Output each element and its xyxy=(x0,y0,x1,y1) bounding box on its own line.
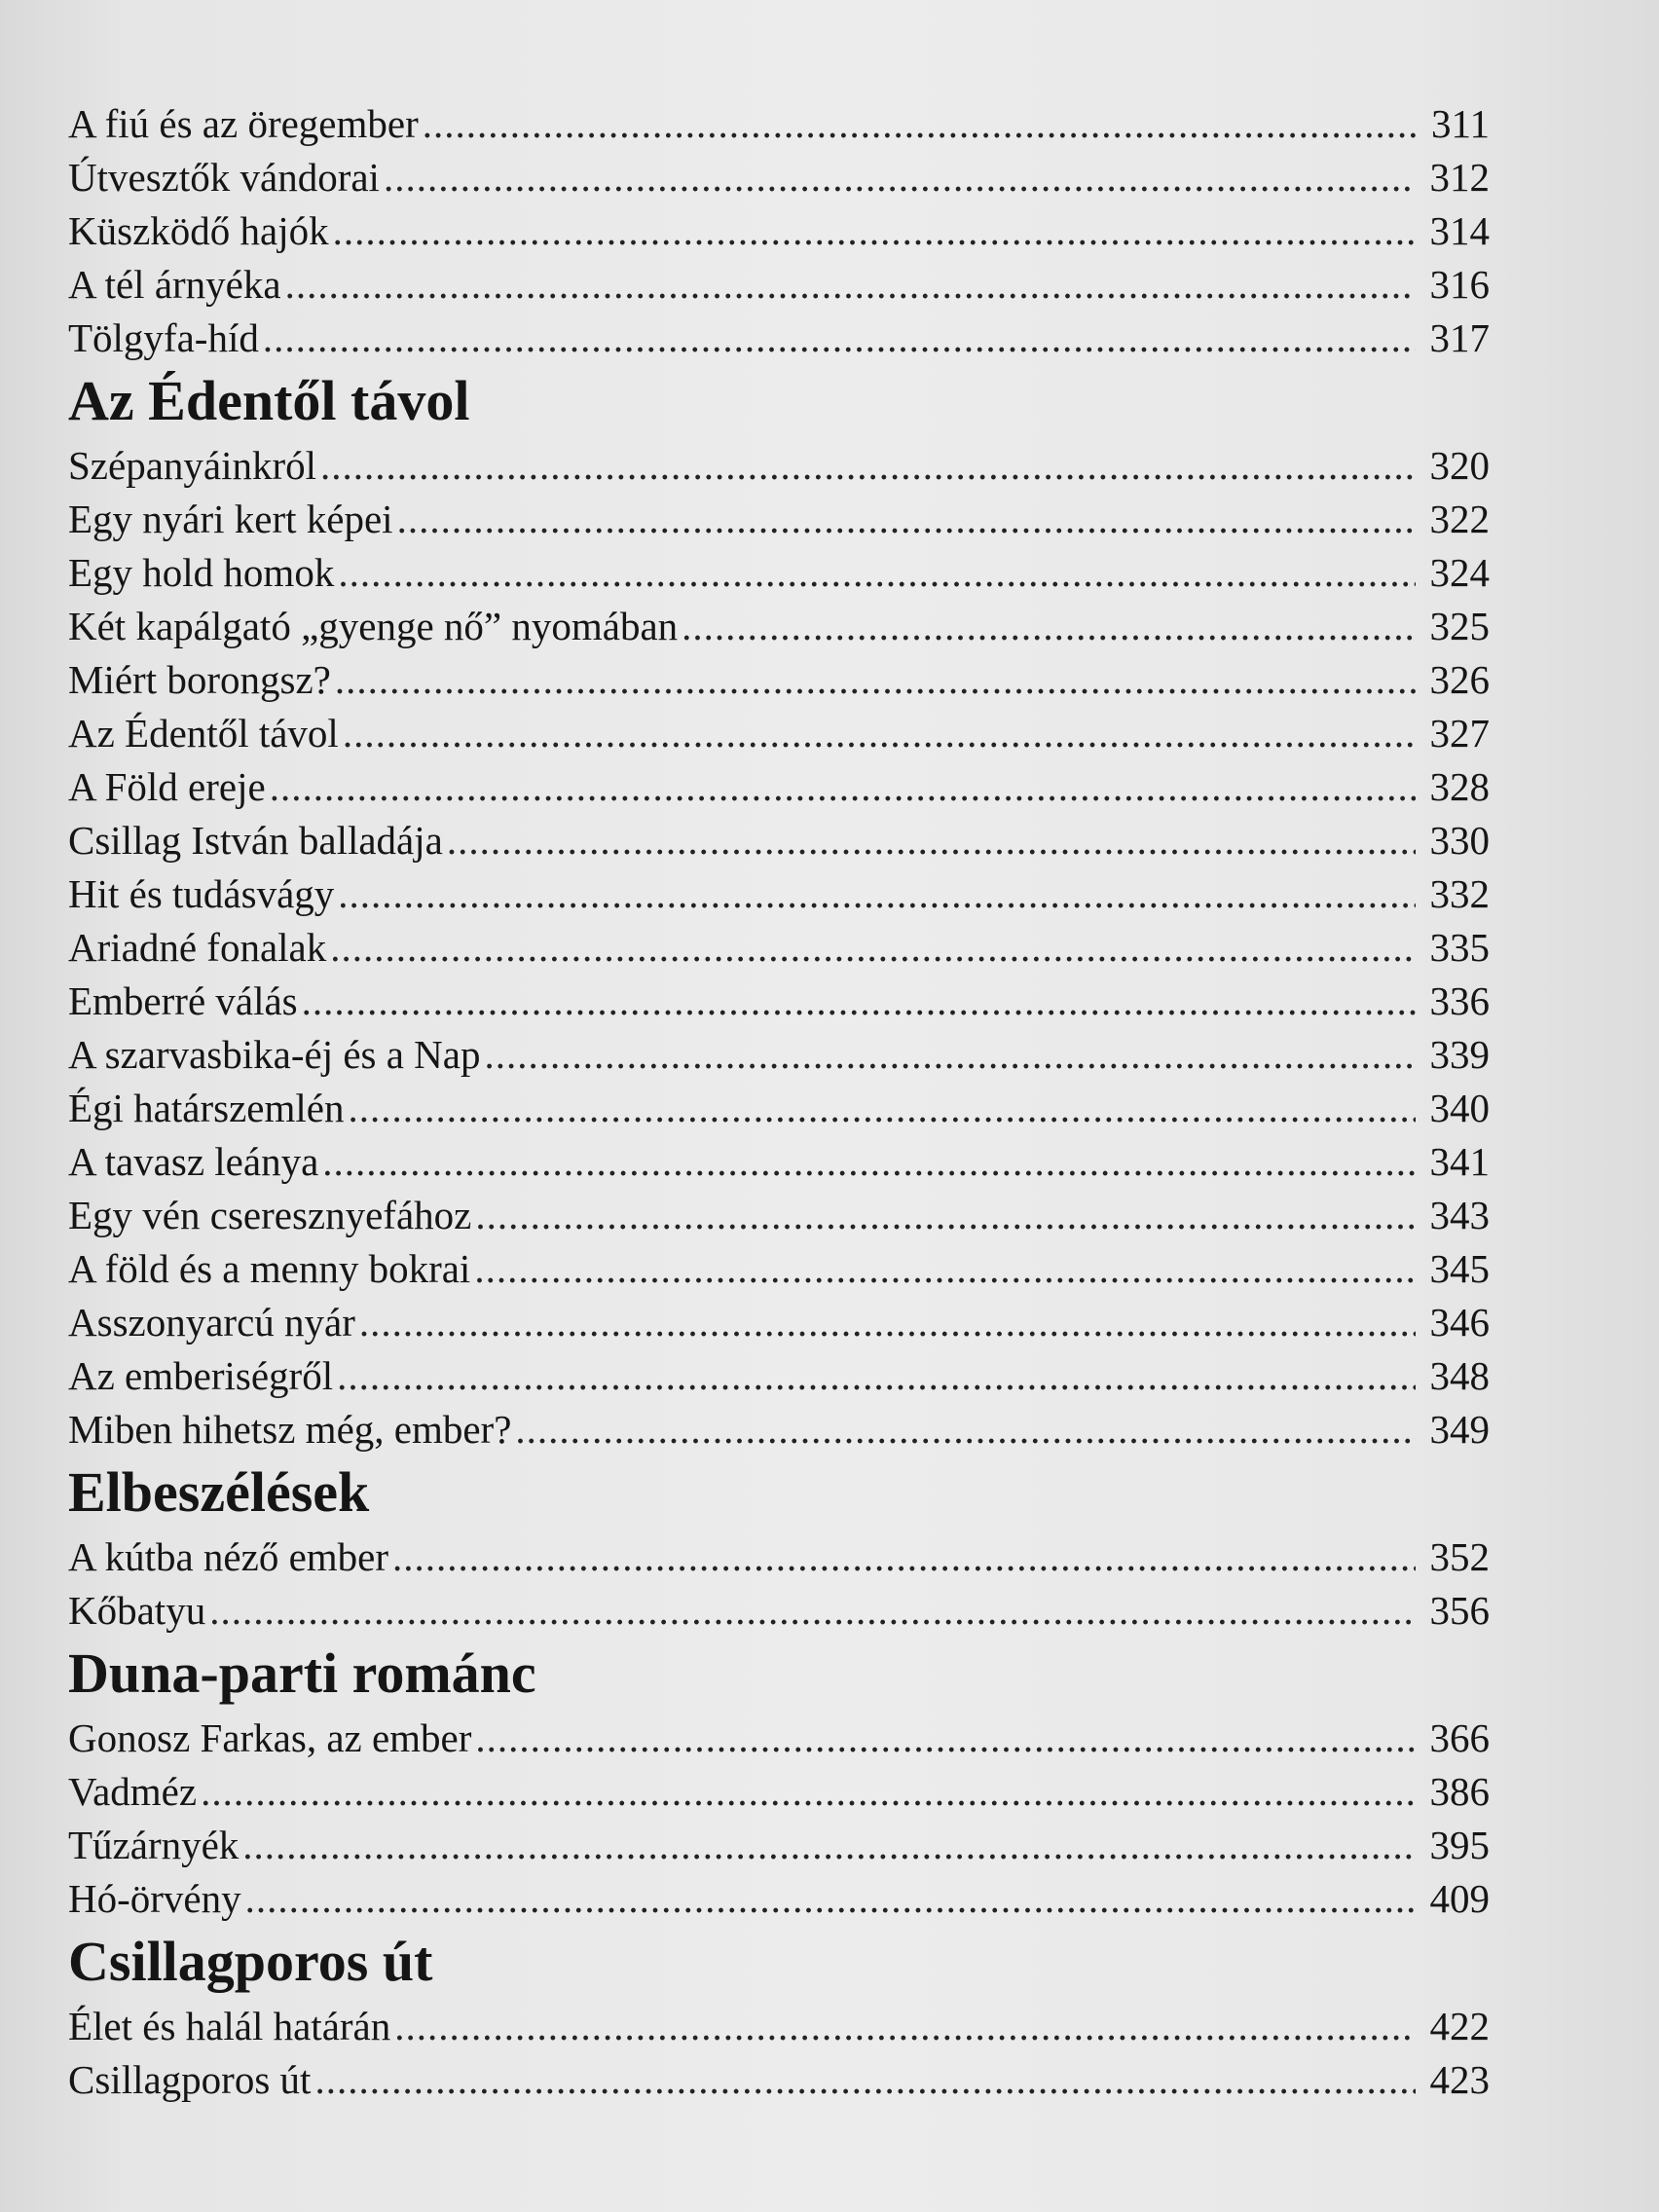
entry-page-number: 339 xyxy=(1429,1032,1490,1077)
section-heading: Csillagporos út xyxy=(68,1930,433,1993)
entry-title: Szépanyáinkról xyxy=(68,443,317,488)
entry-title: Egy vén cseresznyefához xyxy=(68,1193,472,1237)
dot-leader xyxy=(359,1296,1416,1349)
entry-title: Az Édentől távol xyxy=(68,711,339,756)
entry-page-number: 330 xyxy=(1429,818,1490,863)
entry-title: A Föld ereje xyxy=(68,764,266,809)
dot-leader xyxy=(285,258,1416,312)
toc-entry xyxy=(68,258,1490,312)
dot-leader xyxy=(330,921,1416,975)
toc-entry xyxy=(68,1082,1490,1135)
dot-leader xyxy=(338,867,1416,921)
toc-entry xyxy=(68,546,1490,600)
dot-leader xyxy=(302,975,1416,1028)
dot-leader xyxy=(397,493,1416,546)
entry-page-number: 422 xyxy=(1429,2004,1490,2048)
toc-entry xyxy=(68,867,1490,921)
toc-entry xyxy=(68,1712,1490,1765)
toc-entry xyxy=(68,814,1490,867)
entry-page-number: 366 xyxy=(1429,1715,1490,1760)
toc-entry xyxy=(68,600,1490,653)
toc-entry xyxy=(68,921,1490,975)
toc-entry xyxy=(68,1872,1490,1926)
entry-page-number: 346 xyxy=(1429,1300,1490,1345)
entry-page-number: 356 xyxy=(1429,1588,1490,1633)
toc-entry xyxy=(68,493,1490,546)
dot-leader xyxy=(337,1349,1416,1403)
toc-entry xyxy=(68,312,1490,365)
entry-page-number: 322 xyxy=(1429,497,1490,541)
section-heading: Elbeszélések xyxy=(68,1460,370,1524)
toc-entry xyxy=(68,204,1490,258)
dot-leader xyxy=(263,312,1416,365)
dot-leader xyxy=(682,600,1416,653)
entry-title: Asszonyarcú nyár xyxy=(68,1300,355,1345)
dot-leader xyxy=(394,2000,1416,2053)
dot-leader xyxy=(245,1872,1416,1926)
toc-entry xyxy=(68,97,1490,151)
dot-leader xyxy=(209,1584,1416,1638)
toc-entry xyxy=(68,2000,1490,2053)
entry-page-number: 317 xyxy=(1429,315,1490,360)
entry-page-number: 349 xyxy=(1429,1407,1490,1452)
dot-leader xyxy=(335,653,1416,707)
entry-title: Útvesztők vándorai xyxy=(68,155,380,200)
entry-title: Miért borongsz? xyxy=(68,657,331,702)
entry-page-number: 348 xyxy=(1429,1353,1490,1398)
dot-leader xyxy=(475,1712,1416,1765)
entry-title: Tűzárnyék xyxy=(68,1823,240,1867)
dot-leader xyxy=(270,760,1416,814)
entry-page-number: 335 xyxy=(1429,925,1490,970)
entry-title: Gonosz Farkas, az ember xyxy=(68,1715,472,1760)
toc-entry xyxy=(68,653,1490,707)
toc-entry xyxy=(68,1349,1490,1403)
dot-leader xyxy=(348,1082,1416,1135)
entry-title: A fiú és az öregember xyxy=(68,101,419,146)
entry-page-number: 336 xyxy=(1429,978,1490,1023)
entry-page-number: 409 xyxy=(1429,1876,1490,1921)
dot-leader xyxy=(201,1765,1416,1819)
dot-leader xyxy=(333,204,1416,258)
entry-title: A kútba néző ember xyxy=(68,1534,389,1579)
dot-leader xyxy=(314,2053,1416,2107)
toc-entry xyxy=(68,1765,1490,1819)
dot-leader xyxy=(343,707,1416,760)
entry-title: Ariadné fonalak xyxy=(68,925,327,970)
entry-page-number: 324 xyxy=(1429,550,1490,595)
entry-title: Csillagporos út xyxy=(68,2057,312,2102)
toc-entry xyxy=(68,1189,1490,1242)
entry-title: A szarvasbika-éj és a Nap xyxy=(68,1032,481,1077)
entry-title: A föld és a menny bokrai xyxy=(68,1246,471,1291)
entry-page-number: 320 xyxy=(1429,443,1490,488)
toc-entry xyxy=(68,1530,1490,1584)
entry-title: Két kapálgató „gyenge nő” nyomában xyxy=(68,604,679,648)
section-heading: Az Édentől távol xyxy=(68,369,470,432)
toc-entry xyxy=(68,1028,1490,1082)
toc-entry xyxy=(68,439,1490,493)
entry-title: Miben hihetsz még, ember? xyxy=(68,1407,512,1452)
dot-leader xyxy=(338,546,1416,600)
entry-page-number: 328 xyxy=(1429,764,1490,809)
toc-entry xyxy=(68,1242,1490,1296)
entry-page-number: 345 xyxy=(1429,1246,1490,1291)
entry-page-number: 325 xyxy=(1429,604,1490,648)
toc-entry xyxy=(68,151,1490,204)
entry-title: Hó-örvény xyxy=(68,1876,241,1921)
entry-title: Küszködő hajók xyxy=(68,208,329,253)
entry-page-number: 316 xyxy=(1429,262,1490,307)
entry-title: A tél árnyéka xyxy=(68,262,281,307)
entry-page-number: 340 xyxy=(1429,1086,1490,1130)
entry-title: Egy nyári kert képei xyxy=(68,497,393,541)
toc-entry xyxy=(68,2053,1490,2107)
table-of-contents xyxy=(68,97,1490,2107)
entry-page-number: 352 xyxy=(1429,1534,1490,1579)
toc-entry xyxy=(68,760,1490,814)
dot-leader xyxy=(447,814,1416,867)
entry-page-number: 343 xyxy=(1429,1193,1490,1237)
entry-title: Vadméz xyxy=(68,1769,198,1814)
entry-title: Kőbatyu xyxy=(68,1588,206,1633)
dot-leader xyxy=(485,1028,1417,1082)
entry-page-number: 326 xyxy=(1429,657,1490,702)
section-heading: Duna-parti románc xyxy=(68,1641,536,1705)
entry-title: Az emberiségről xyxy=(68,1353,334,1398)
entry-page-number: 312 xyxy=(1429,155,1490,200)
entry-page-number: 423 xyxy=(1429,2057,1490,2102)
entry-title: Tölgyfa-híd xyxy=(68,315,259,360)
entry-title: Csillag István balladája xyxy=(68,818,443,863)
dot-leader xyxy=(392,1530,1416,1584)
entry-title: Élet és halál határán xyxy=(68,2004,391,2048)
dot-leader xyxy=(322,1135,1416,1189)
entry-page-number: 314 xyxy=(1429,208,1490,253)
toc-entry xyxy=(68,1584,1490,1638)
entry-title: A tavasz leánya xyxy=(68,1139,319,1184)
dot-leader xyxy=(384,151,1416,204)
toc-entry xyxy=(68,1135,1490,1189)
entry-page-number: 386 xyxy=(1429,1769,1490,1814)
entry-page-number: 395 xyxy=(1429,1823,1490,1867)
entry-title: Hit és tudásvágy xyxy=(68,871,335,916)
toc-entry xyxy=(68,1296,1490,1349)
dot-leader xyxy=(475,1189,1416,1242)
entry-page-number: 332 xyxy=(1429,871,1490,916)
dot-leader xyxy=(242,1819,1416,1872)
entry-page-number: 327 xyxy=(1429,711,1490,756)
entry-title: Emberré válás xyxy=(68,978,298,1023)
dot-leader xyxy=(423,97,1416,151)
entry-page-number: 341 xyxy=(1429,1139,1490,1184)
entry-title: Egy hold homok xyxy=(68,550,335,595)
entry-title: Égi határszemlén xyxy=(68,1086,345,1130)
dot-leader xyxy=(515,1403,1416,1456)
toc-entry xyxy=(68,707,1490,760)
toc-entry xyxy=(68,1403,1490,1456)
entry-page-number: 311 xyxy=(1431,101,1490,146)
dot-leader xyxy=(474,1242,1416,1296)
toc-entry xyxy=(68,975,1490,1028)
dot-leader xyxy=(320,439,1416,493)
toc-entry xyxy=(68,1819,1490,1872)
